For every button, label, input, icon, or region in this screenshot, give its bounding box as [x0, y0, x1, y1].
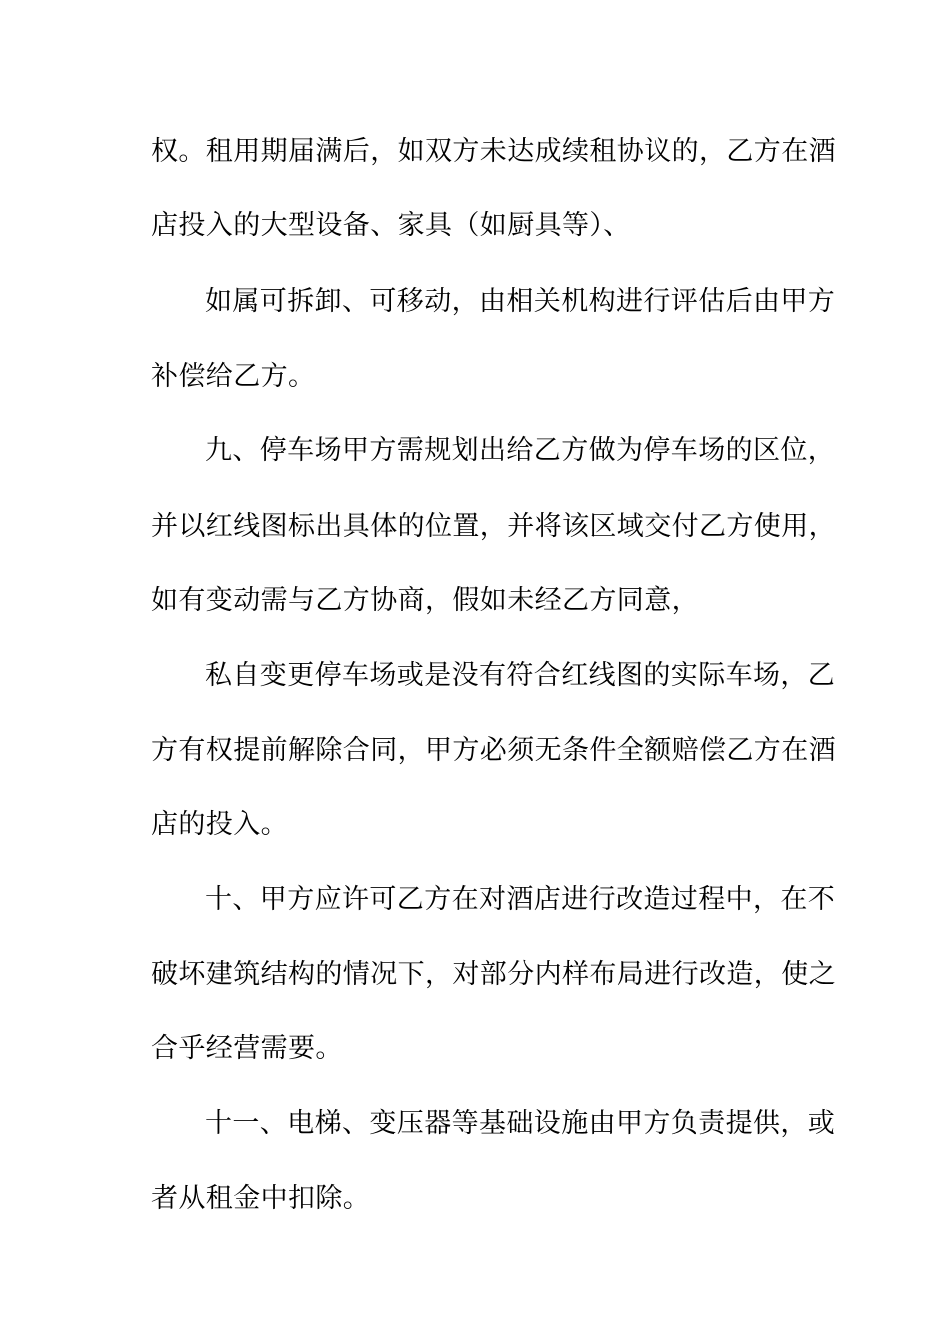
text-line: 店的投入。 — [151, 809, 288, 840]
text-line: 权。租用期届满后，如双方未达成续租协议的，乙方在酒 — [151, 136, 836, 167]
paragraph-start-line: 私自变更停车场或是没有符合红线图的实际车场，乙 — [205, 660, 836, 691]
paragraph-start-line: 九、停车场甲方需规划出给乙方做为停车场的区位， — [205, 435, 836, 466]
text-line: 如有变动需与乙方协商，假如未经乙方同意， — [151, 585, 699, 616]
text-line: 补偿给乙方。 — [151, 361, 316, 392]
paragraph-start-line: 十一、电梯、变压器等基础设施由甲方负责提供，或 — [205, 1108, 836, 1139]
text-line: 并以红线图标出具体的位置，并将该区域交付乙方使用， — [151, 511, 836, 542]
text-line: 者从租金中扣除。 — [151, 1183, 371, 1214]
text-line: 店投入的大型设备、家具（如厨具等）、 — [151, 210, 631, 241]
text-line: 合乎经营需要。 — [151, 1033, 343, 1064]
paragraph-start-line: 十、甲方应许可乙方在对酒店进行改造过程中，在不 — [205, 884, 836, 915]
text-line: 破坏建筑结构的情况下，对部分内样布局进行改造，使之 — [151, 959, 836, 990]
text-line: 方有权提前解除合同，甲方必须无条件全额赔偿乙方在酒 — [151, 735, 836, 766]
paragraph-start-line: 如属可拆卸、可移动，由相关机构进行评估后由甲方 — [205, 286, 836, 317]
